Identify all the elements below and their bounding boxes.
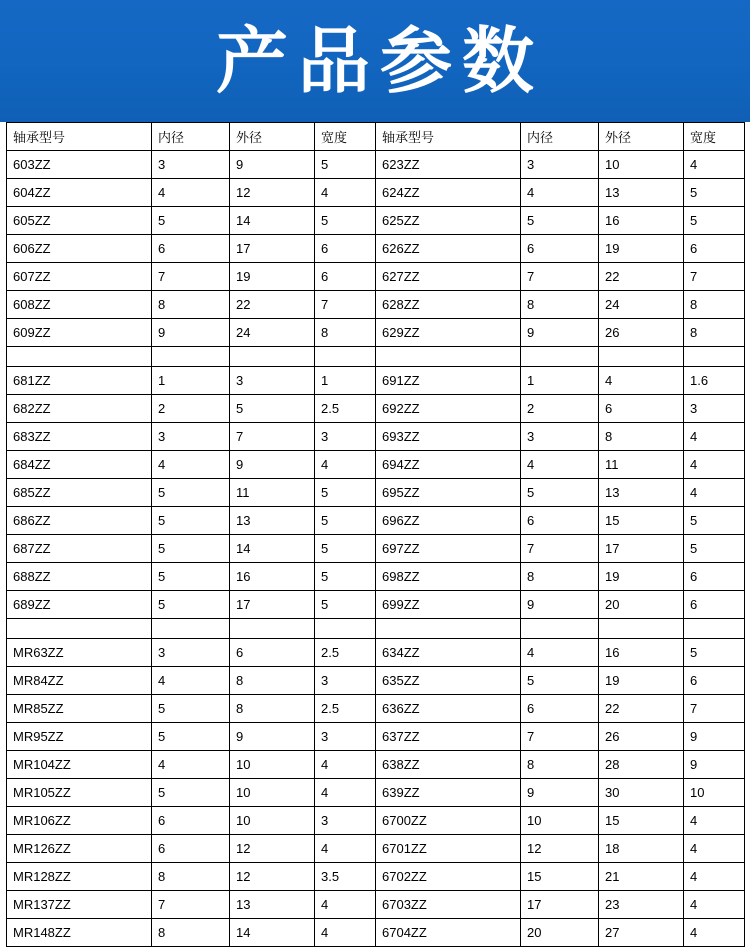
cell-od-right: 15 <box>599 507 684 535</box>
cell-id-right: 8 <box>521 751 599 779</box>
cell-w-right: 3 <box>684 395 745 423</box>
cell-model-left: MR84ZZ <box>7 667 152 695</box>
header-outer-diameter-right: 外径 <box>599 123 684 151</box>
cell-model-left: MR148ZZ <box>7 919 152 947</box>
cell-id-left: 4 <box>152 179 230 207</box>
cell-od-right: 20 <box>599 591 684 619</box>
cell-model-left: 689ZZ <box>7 591 152 619</box>
cell-id-right: 3 <box>521 151 599 179</box>
header-model-right: 轴承型号 <box>376 123 521 151</box>
cell-model-right: 623ZZ <box>376 151 521 179</box>
cell-od-left: 12 <box>230 179 315 207</box>
cell-od-right: 26 <box>599 723 684 751</box>
cell-od-right: 24 <box>599 291 684 319</box>
cell-w-left: 2.5 <box>315 395 376 423</box>
cell-w-left: 5 <box>315 151 376 179</box>
cell-w-right: 4 <box>684 835 745 863</box>
spacer-cell <box>152 347 230 367</box>
cell-w-left: 5 <box>315 479 376 507</box>
cell-w-left: 4 <box>315 779 376 807</box>
cell-model-right: 637ZZ <box>376 723 521 751</box>
table-row <box>7 835 745 863</box>
cell-model-right: 6702ZZ <box>376 863 521 891</box>
spacer-cell <box>376 619 521 639</box>
cell-id-left: 1 <box>152 367 230 395</box>
cell-model-left: MR85ZZ <box>7 695 152 723</box>
cell-id-right: 6 <box>521 235 599 263</box>
spacer-cell <box>230 619 315 639</box>
cell-od-right: 22 <box>599 263 684 291</box>
cell-w-right: 6 <box>684 591 745 619</box>
cell-model-right: 628ZZ <box>376 291 521 319</box>
cell-model-right: 6704ZZ <box>376 919 521 947</box>
cell-od-left: 11 <box>230 479 315 507</box>
cell-od-left: 14 <box>230 535 315 563</box>
cell-w-left: 5 <box>315 207 376 235</box>
cell-model-right: 625ZZ <box>376 207 521 235</box>
cell-w-left: 5 <box>315 591 376 619</box>
cell-model-right: 634ZZ <box>376 639 521 667</box>
table-row <box>7 807 745 835</box>
cell-w-left: 1 <box>315 367 376 395</box>
cell-w-left: 5 <box>315 535 376 563</box>
group-spacer-row <box>7 347 745 367</box>
table-row <box>7 291 745 319</box>
cell-od-left: 6 <box>230 639 315 667</box>
spacer-cell <box>521 347 599 367</box>
table-row <box>7 779 745 807</box>
cell-model-right: 629ZZ <box>376 319 521 347</box>
cell-id-left: 5 <box>152 207 230 235</box>
cell-od-right: 27 <box>599 919 684 947</box>
cell-id-right: 15 <box>521 863 599 891</box>
table-row <box>7 179 745 207</box>
cell-od-left: 3 <box>230 367 315 395</box>
cell-model-left: MR95ZZ <box>7 723 152 751</box>
cell-model-left: 688ZZ <box>7 563 152 591</box>
cell-od-left: 16 <box>230 563 315 591</box>
spacer-cell <box>315 347 376 367</box>
table-row <box>7 535 745 563</box>
cell-w-left: 5 <box>315 507 376 535</box>
cell-w-left: 8 <box>315 319 376 347</box>
cell-model-left: 687ZZ <box>7 535 152 563</box>
cell-w-right: 7 <box>684 263 745 291</box>
cell-w-right: 4 <box>684 151 745 179</box>
cell-od-right: 30 <box>599 779 684 807</box>
header-outer-diameter-left: 外径 <box>230 123 315 151</box>
cell-id-left: 6 <box>152 235 230 263</box>
cell-od-left: 13 <box>230 891 315 919</box>
cell-od-right: 28 <box>599 751 684 779</box>
cell-od-right: 16 <box>599 639 684 667</box>
cell-id-right: 7 <box>521 535 599 563</box>
cell-od-left: 24 <box>230 319 315 347</box>
cell-w-right: 4 <box>684 891 745 919</box>
cell-model-right: 624ZZ <box>376 179 521 207</box>
cell-w-right: 6 <box>684 667 745 695</box>
table-row <box>7 751 745 779</box>
spacer-cell <box>315 619 376 639</box>
cell-w-right: 5 <box>684 207 745 235</box>
cell-id-right: 6 <box>521 695 599 723</box>
cell-od-right: 19 <box>599 563 684 591</box>
cell-model-right: 626ZZ <box>376 235 521 263</box>
cell-od-right: 11 <box>599 451 684 479</box>
cell-id-left: 4 <box>152 667 230 695</box>
cell-id-right: 8 <box>521 563 599 591</box>
cell-w-left: 4 <box>315 451 376 479</box>
cell-model-right: 691ZZ <box>376 367 521 395</box>
cell-model-left: 684ZZ <box>7 451 152 479</box>
cell-model-left: 604ZZ <box>7 179 152 207</box>
table-row <box>7 151 745 179</box>
cell-w-right: 4 <box>684 919 745 947</box>
cell-w-right: 7 <box>684 695 745 723</box>
cell-od-left: 22 <box>230 291 315 319</box>
table-row <box>7 891 745 919</box>
table-row <box>7 451 745 479</box>
cell-w-right: 4 <box>684 807 745 835</box>
cell-od-left: 9 <box>230 723 315 751</box>
cell-w-right: 4 <box>684 423 745 451</box>
cell-model-left: 609ZZ <box>7 319 152 347</box>
cell-id-left: 5 <box>152 695 230 723</box>
cell-id-right: 2 <box>521 395 599 423</box>
cell-od-left: 7 <box>230 423 315 451</box>
cell-od-left: 13 <box>230 507 315 535</box>
cell-id-left: 8 <box>152 291 230 319</box>
cell-id-right: 5 <box>521 479 599 507</box>
cell-w-right: 1.6 <box>684 367 745 395</box>
header-width-right: 宽度 <box>684 123 745 151</box>
cell-od-right: 4 <box>599 367 684 395</box>
spacer-cell <box>684 347 745 367</box>
cell-w-left: 4 <box>315 179 376 207</box>
cell-w-right: 4 <box>684 451 745 479</box>
header-model-left: 轴承型号 <box>7 123 152 151</box>
cell-od-left: 10 <box>230 751 315 779</box>
cell-id-left: 3 <box>152 151 230 179</box>
cell-id-right: 12 <box>521 835 599 863</box>
cell-id-right: 9 <box>521 319 599 347</box>
cell-id-right: 17 <box>521 891 599 919</box>
table-row <box>7 367 745 395</box>
cell-od-right: 17 <box>599 535 684 563</box>
cell-model-left: 681ZZ <box>7 367 152 395</box>
spacer-cell <box>599 619 684 639</box>
table-row <box>7 863 745 891</box>
table-row <box>7 563 745 591</box>
table-row <box>7 479 745 507</box>
cell-model-right: 698ZZ <box>376 563 521 591</box>
table-row <box>7 319 745 347</box>
cell-model-right: 695ZZ <box>376 479 521 507</box>
cell-id-right: 7 <box>521 723 599 751</box>
cell-id-right: 3 <box>521 423 599 451</box>
cell-id-right: 4 <box>521 451 599 479</box>
header-inner-diameter-right: 内径 <box>521 123 599 151</box>
cell-model-left: MR63ZZ <box>7 639 152 667</box>
cell-od-right: 23 <box>599 891 684 919</box>
cell-w-left: 2.5 <box>315 639 376 667</box>
cell-od-left: 8 <box>230 695 315 723</box>
cell-id-left: 5 <box>152 779 230 807</box>
cell-id-right: 10 <box>521 807 599 835</box>
cell-model-left: 607ZZ <box>7 263 152 291</box>
cell-od-right: 19 <box>599 667 684 695</box>
cell-model-right: 694ZZ <box>376 451 521 479</box>
header-inner-diameter-left: 内径 <box>152 123 230 151</box>
spacer-cell <box>599 347 684 367</box>
cell-model-right: 6701ZZ <box>376 835 521 863</box>
table-row <box>7 395 745 423</box>
cell-id-right: 7 <box>521 263 599 291</box>
cell-w-right: 5 <box>684 639 745 667</box>
page-title: 产品参数 <box>215 19 544 103</box>
table-row <box>7 723 745 751</box>
cell-od-left: 12 <box>230 835 315 863</box>
cell-model-right: 6700ZZ <box>376 807 521 835</box>
cell-model-left: MR128ZZ <box>7 863 152 891</box>
cell-id-right: 20 <box>521 919 599 947</box>
cell-model-left: MR126ZZ <box>7 835 152 863</box>
cell-od-right: 15 <box>599 807 684 835</box>
cell-id-right: 4 <box>521 179 599 207</box>
cell-od-right: 22 <box>599 695 684 723</box>
cell-od-right: 16 <box>599 207 684 235</box>
cell-id-left: 3 <box>152 639 230 667</box>
cell-od-left: 14 <box>230 207 315 235</box>
cell-od-left: 12 <box>230 863 315 891</box>
cell-model-left: MR106ZZ <box>7 807 152 835</box>
cell-w-right: 5 <box>684 507 745 535</box>
cell-id-left: 8 <box>152 919 230 947</box>
cell-id-right: 4 <box>521 639 599 667</box>
cell-w-left: 3 <box>315 423 376 451</box>
header-width-left: 宽度 <box>315 123 376 151</box>
spacer-cell <box>230 347 315 367</box>
cell-model-right: 696ZZ <box>376 507 521 535</box>
cell-id-left: 7 <box>152 891 230 919</box>
cell-id-right: 8 <box>521 291 599 319</box>
cell-model-left: 605ZZ <box>7 207 152 235</box>
table-row <box>7 919 745 947</box>
cell-model-left: 683ZZ <box>7 423 152 451</box>
cell-od-right: 26 <box>599 319 684 347</box>
cell-od-left: 9 <box>230 451 315 479</box>
spec-table-body <box>7 123 745 947</box>
table-row <box>7 639 745 667</box>
table-header-row <box>7 123 745 151</box>
cell-od-right: 18 <box>599 835 684 863</box>
cell-id-right: 9 <box>521 779 599 807</box>
table-row <box>7 695 745 723</box>
cell-w-right: 10 <box>684 779 745 807</box>
cell-id-left: 5 <box>152 507 230 535</box>
cell-model-right: 697ZZ <box>376 535 521 563</box>
cell-w-right: 9 <box>684 723 745 751</box>
cell-model-left: 608ZZ <box>7 291 152 319</box>
cell-w-left: 6 <box>315 263 376 291</box>
cell-id-left: 2 <box>152 395 230 423</box>
cell-id-right: 5 <box>521 667 599 695</box>
cell-w-left: 3 <box>315 667 376 695</box>
cell-w-right: 5 <box>684 179 745 207</box>
cell-w-left: 5 <box>315 563 376 591</box>
cell-w-left: 4 <box>315 751 376 779</box>
cell-model-left: 682ZZ <box>7 395 152 423</box>
cell-w-right: 5 <box>684 535 745 563</box>
cell-w-left: 6 <box>315 235 376 263</box>
cell-w-right: 9 <box>684 751 745 779</box>
cell-id-left: 4 <box>152 751 230 779</box>
cell-model-right: 636ZZ <box>376 695 521 723</box>
cell-od-left: 17 <box>230 591 315 619</box>
cell-id-left: 5 <box>152 535 230 563</box>
cell-id-left: 3 <box>152 423 230 451</box>
cell-id-left: 5 <box>152 723 230 751</box>
cell-od-left: 10 <box>230 779 315 807</box>
cell-w-right: 6 <box>684 563 745 591</box>
cell-id-right: 9 <box>521 591 599 619</box>
spacer-cell <box>7 347 152 367</box>
cell-od-left: 10 <box>230 807 315 835</box>
cell-id-left: 8 <box>152 863 230 891</box>
cell-model-left: MR105ZZ <box>7 779 152 807</box>
cell-od-right: 10 <box>599 151 684 179</box>
cell-w-right: 6 <box>684 235 745 263</box>
cell-od-right: 13 <box>599 179 684 207</box>
cell-od-left: 17 <box>230 235 315 263</box>
cell-model-right: 639ZZ <box>376 779 521 807</box>
cell-od-left: 8 <box>230 667 315 695</box>
table-row <box>7 591 745 619</box>
spacer-cell <box>152 619 230 639</box>
cell-w-right: 8 <box>684 319 745 347</box>
spacer-cell <box>521 619 599 639</box>
cell-model-right: 692ZZ <box>376 395 521 423</box>
spacer-cell <box>7 619 152 639</box>
cell-model-left: MR137ZZ <box>7 891 152 919</box>
cell-model-right: 638ZZ <box>376 751 521 779</box>
cell-od-right: 19 <box>599 235 684 263</box>
cell-od-left: 9 <box>230 151 315 179</box>
cell-od-left: 14 <box>230 919 315 947</box>
cell-od-left: 5 <box>230 395 315 423</box>
table-row <box>7 507 745 535</box>
cell-id-left: 6 <box>152 835 230 863</box>
cell-od-left: 19 <box>230 263 315 291</box>
cell-od-right: 21 <box>599 863 684 891</box>
cell-w-left: 4 <box>315 919 376 947</box>
cell-model-left: 606ZZ <box>7 235 152 263</box>
cell-w-left: 7 <box>315 291 376 319</box>
spacer-cell <box>684 619 745 639</box>
cell-id-left: 4 <box>152 451 230 479</box>
cell-model-left: MR104ZZ <box>7 751 152 779</box>
cell-w-left: 4 <box>315 835 376 863</box>
cell-w-right: 4 <box>684 863 745 891</box>
bearing-spec-table <box>6 122 745 947</box>
cell-w-left: 3 <box>315 807 376 835</box>
cell-id-left: 5 <box>152 591 230 619</box>
cell-id-left: 5 <box>152 563 230 591</box>
spec-table-wrapper <box>0 122 750 947</box>
page-banner <box>0 0 750 122</box>
cell-model-right: 693ZZ <box>376 423 521 451</box>
cell-model-right: 635ZZ <box>376 667 521 695</box>
cell-w-left: 3.5 <box>315 863 376 891</box>
cell-od-right: 8 <box>599 423 684 451</box>
spacer-cell <box>376 347 521 367</box>
cell-w-left: 2.5 <box>315 695 376 723</box>
cell-model-left: 685ZZ <box>7 479 152 507</box>
group-spacer-row <box>7 619 745 639</box>
cell-w-right: 8 <box>684 291 745 319</box>
cell-model-right: 699ZZ <box>376 591 521 619</box>
cell-model-right: 6703ZZ <box>376 891 521 919</box>
cell-w-left: 4 <box>315 891 376 919</box>
cell-od-right: 6 <box>599 395 684 423</box>
cell-od-right: 13 <box>599 479 684 507</box>
table-row <box>7 207 745 235</box>
table-row <box>7 667 745 695</box>
cell-id-right: 5 <box>521 207 599 235</box>
table-row <box>7 235 745 263</box>
cell-id-left: 9 <box>152 319 230 347</box>
cell-id-left: 6 <box>152 807 230 835</box>
cell-model-left: 603ZZ <box>7 151 152 179</box>
table-row <box>7 423 745 451</box>
cell-model-left: 686ZZ <box>7 507 152 535</box>
cell-id-right: 1 <box>521 367 599 395</box>
cell-model-right: 627ZZ <box>376 263 521 291</box>
cell-id-right: 6 <box>521 507 599 535</box>
cell-id-left: 5 <box>152 479 230 507</box>
cell-w-left: 3 <box>315 723 376 751</box>
cell-id-left: 7 <box>152 263 230 291</box>
cell-w-right: 4 <box>684 479 745 507</box>
table-row <box>7 263 745 291</box>
